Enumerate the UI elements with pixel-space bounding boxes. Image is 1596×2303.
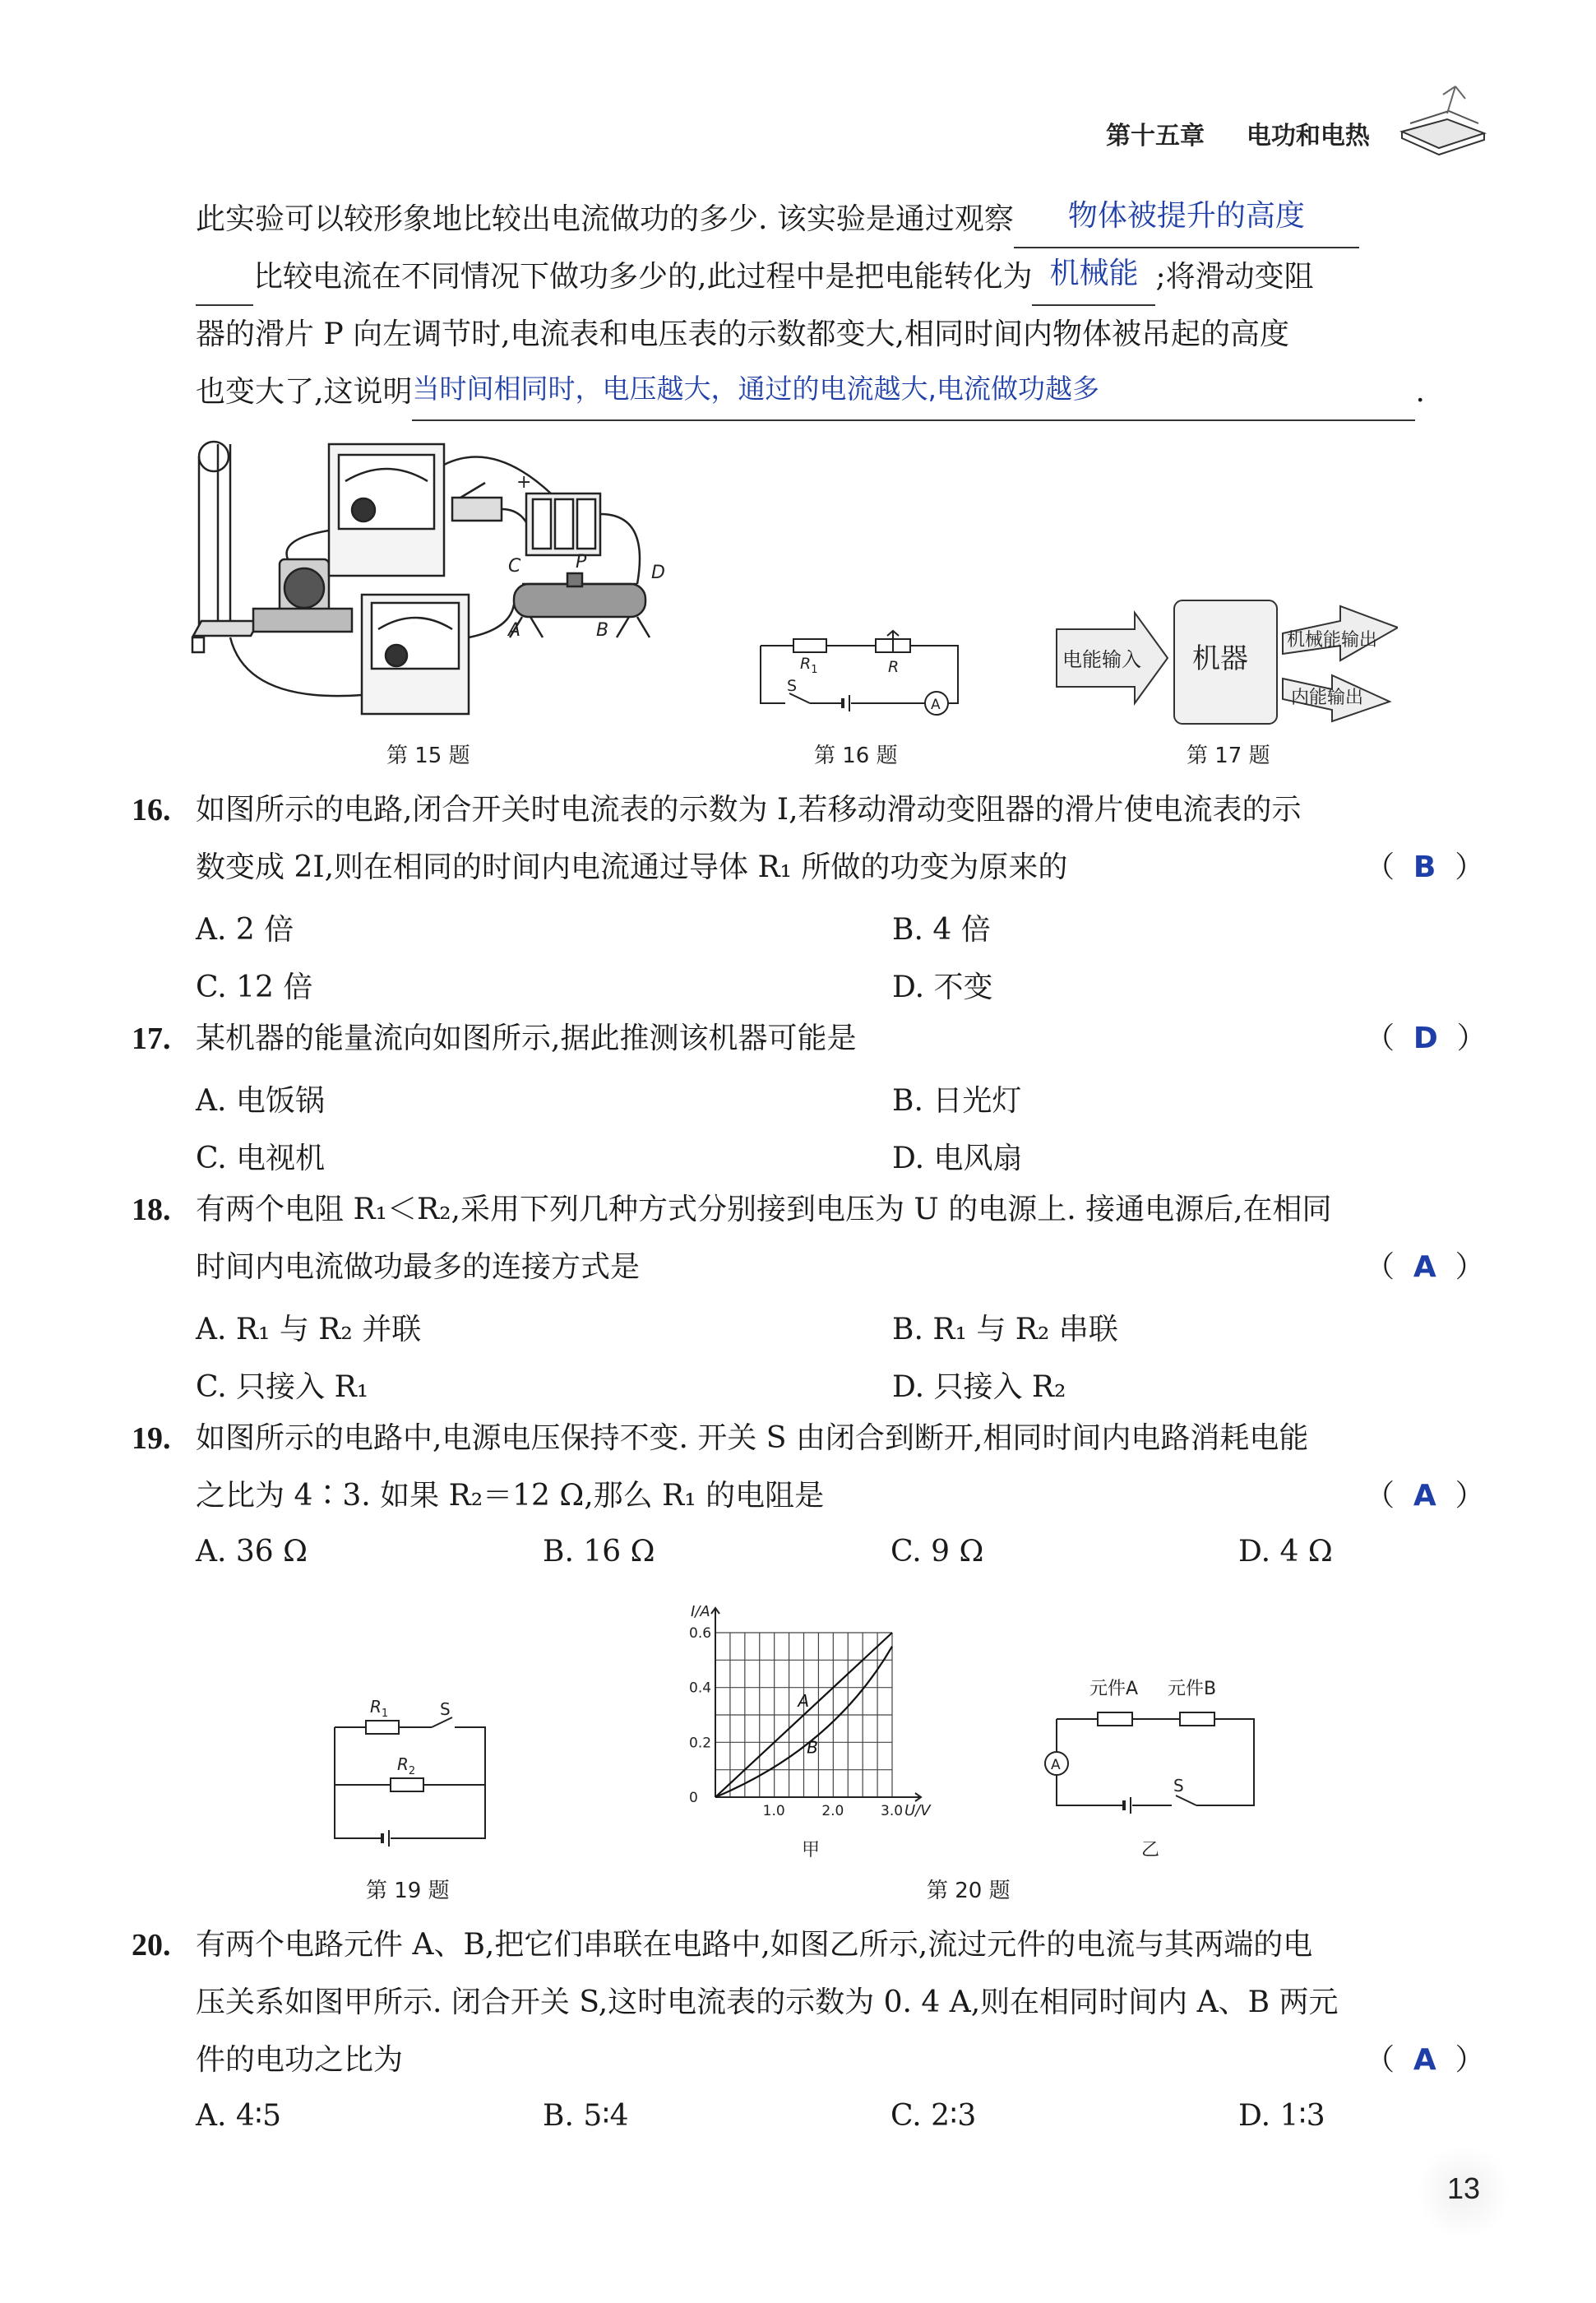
option-a: A. 电饭锅 (196, 1084, 325, 1118)
blank-3-value: 当时间相同时，电压越大，通过的电流越大,电流做功越多 (412, 373, 1099, 405)
fig19-label-R1-sub: 1 (381, 1708, 389, 1720)
answer-choice: B (1413, 850, 1436, 884)
answer-bracket: （ A ） (1365, 1479, 1485, 1513)
y-tick-label: 0 (689, 1790, 698, 1806)
chapter-title (1106, 115, 1370, 151)
answer-choice: A (1413, 2043, 1436, 2077)
fig19-label-R2: R (397, 1754, 409, 1774)
chapter-label: 第十五章 (1106, 122, 1205, 151)
figure-20-yi-circuit (1032, 1670, 1262, 1834)
answer-choice: D (1413, 1022, 1438, 1055)
fig17-input-label: 电能输入 (1062, 648, 1141, 671)
caption-16: 第 16 题 (814, 744, 898, 768)
option-a: A. 36 Ω (196, 1535, 308, 1569)
question-stem-line: 有两个电路元件 A、B,把它们串联在电路中,如图乙所示,流过元件的电流与其两端的电 (196, 1928, 1313, 1962)
option-c: C. 2∶3 (891, 2099, 977, 2133)
fig20-element-B-label: 元件B (1168, 1679, 1217, 1699)
fig19-label-R1: R (370, 1697, 382, 1717)
option-a: A. 2 倍 (196, 913, 294, 947)
y-axis-label: I/A (691, 1603, 710, 1620)
answer-bracket: （ A ） (1365, 2043, 1485, 2077)
fig15-label-P: P (576, 552, 587, 572)
option-d: D. 不变 (892, 971, 993, 1004)
y-tick-label: 0.6 (689, 1625, 712, 1642)
option-b: B. 5∶4 (543, 2099, 629, 2133)
answer-bracket: （ A ） (1365, 1250, 1485, 1284)
question-stem-line: 件的电功之比为 (196, 2043, 404, 2077)
series-label-b: B (807, 1737, 818, 1758)
option-a: A. 4∶5 (196, 2099, 282, 2133)
option-c: C. 9 Ω (891, 1535, 984, 1569)
intro-text-2a: 比较电流在不同情况下做功多少的,此过程中是把电能转化为 (253, 260, 1033, 294)
fig17-output-internal: 内能输出 (1291, 688, 1364, 708)
fig20-switch-label: S (1173, 1776, 1184, 1796)
y-tick-label: 0.4 (689, 1680, 712, 1697)
figure-17-energy-flow (1052, 555, 1398, 728)
svg-text:R2 (397, 1754, 415, 1777)
fig15-label-A: A (508, 620, 521, 641)
fig16-label-R1: R (800, 655, 812, 673)
svg-text:R1 (800, 655, 817, 676)
answer-blank-2 (1032, 257, 1155, 306)
option-d: D. 4 Ω (1238, 1535, 1333, 1569)
fig20-element-A-label: 元件A (1089, 1679, 1139, 1699)
option-b: B. 4 倍 (892, 913, 991, 947)
option-d: D. 1∶3 (1238, 2099, 1325, 2133)
question-stem-line: 时间内电流做功最多的连接方式是 (196, 1250, 641, 1284)
question-number: 19. (132, 1421, 171, 1456)
answer-choice: A (1413, 1479, 1436, 1513)
series-label-a: A (798, 1691, 810, 1711)
option-a: A. R₁ 与 R₂ 并联 (196, 1313, 422, 1346)
x-tick-label: 1.0 (762, 1803, 785, 1819)
question-stem-line: 如图所示的电路,闭合开关时电流表的示数为 I,若移动滑动变阻器的滑片使电流表的示 (196, 793, 1302, 827)
intro-line-1 (196, 191, 1359, 248)
fig19-label-R2-sub: 2 (408, 1765, 416, 1777)
fig20-ammeter-label: A (1051, 1757, 1061, 1773)
caption-19: 第 19 题 (366, 1879, 450, 1903)
question-number: 20. (132, 1928, 171, 1962)
answer-bracket: （ B ） (1365, 850, 1485, 884)
intro-text-4b: . (1415, 375, 1425, 409)
x-tick-label: 2.0 (821, 1803, 844, 1819)
figure-15-apparatus (181, 432, 674, 716)
fig17-output-mechanical: 机械能输出 (1287, 630, 1378, 651)
x-axis-label: U/V (904, 1802, 931, 1819)
fig15-label-B: B (596, 620, 609, 641)
answer-blank-3 (412, 373, 1415, 421)
intro-text-3: 器的滑片 P 向左调节时,电流表和电压表的示数都变大,相同时间内物体被吊起的高度 (196, 317, 1289, 351)
svg-text:R1 (370, 1697, 388, 1720)
fig20-yi-label: 乙 (1141, 1840, 1160, 1860)
fig15-label-C: C (508, 556, 521, 577)
question-stem-line: 数变成 2I,则在相同的时间内电流通过导体 R₁ 所做的功变为原来的 (196, 850, 1068, 884)
blank-1-value: 物体被提升的高度 (1067, 199, 1305, 233)
fig16-label-R: R (888, 658, 900, 676)
intro-line-2 (196, 248, 1314, 306)
page-number: 13 (1447, 2171, 1481, 2205)
intro-line-4 (196, 364, 1425, 421)
fig16-label-S: S (787, 677, 798, 695)
question-stem-line: 压关系如图甲所示. 闭合开关 S,这时电流表的示数为 0. 4 A,则在相同时间内 A、B 两元 (196, 1986, 1339, 2019)
answer-bracket: （ D ） (1365, 1022, 1487, 1055)
intro-text-2b: ;将滑动变阻 (1155, 260, 1314, 294)
fig16-label-R1-sub: 1 (811, 664, 818, 676)
intro-text-1: 此实验可以较形象地比较出电流做功的多少. 该实验是通过观察 (196, 202, 1014, 236)
question-stem-line: 某机器的能量流向如图所示,据此推测该机器可能是 (196, 1022, 857, 1055)
books-icon (1398, 74, 1488, 156)
fig15-label-D: D (651, 563, 665, 583)
figure-16-circuit (752, 629, 966, 732)
caption-17: 第 17 题 (1187, 744, 1270, 768)
intro-text-4a: 也变大了,这说明 (196, 375, 413, 409)
figure-20-iu-chart (674, 1587, 954, 1826)
fig17-machine-label: 机器 (1192, 642, 1248, 675)
answer-choice: A (1413, 1250, 1436, 1284)
option-b: B. 日光灯 (892, 1084, 1022, 1118)
question-number: 18. (132, 1193, 171, 1227)
question-number: 16. (132, 793, 171, 827)
caption-20: 第 20 题 (927, 1879, 1011, 1903)
option-b: B. R₁ 与 R₂ 串联 (892, 1313, 1118, 1346)
figure-19-circuit (325, 1694, 497, 1851)
section-label: 电功和电热 (1246, 122, 1370, 151)
option-b: B. 16 Ω (543, 1535, 655, 1569)
fig16-ammeter-label: A (931, 697, 941, 713)
question-stem-line: 有两个电阻 R₁＜R₂,采用下列几种方式分别接到电压为 U 的电源上. 接通电源后,在相同 (196, 1193, 1332, 1226)
option-c: C. 12 倍 (196, 971, 313, 1004)
question-number: 17. (132, 1022, 171, 1056)
fig19-label-S: S (440, 1699, 451, 1719)
option-d: D. 电风扇 (892, 1142, 1023, 1175)
question-stem-line: 之比为 4∶3. 如果 R₂＝12 Ω,那么 R₁ 的电阻是 (196, 1479, 825, 1513)
fig20-jia-label: 甲 (802, 1840, 821, 1860)
option-c: C. 只接入 R₁ (196, 1370, 369, 1404)
intro-line-3 (196, 306, 1289, 364)
fig15-label-plus: + (516, 472, 532, 493)
option-d: D. 只接入 R₂ (892, 1370, 1066, 1404)
blank-2-value: 机械能 (1049, 257, 1139, 290)
answer-blank-1 (1014, 199, 1359, 248)
x-tick-label: 3.0 (881, 1803, 904, 1819)
question-stem-line: 如图所示的电路中,电源电压保持不变. 开关 S 由闭合到断开,相同时间内电路消耗电能 (196, 1421, 1309, 1455)
y-tick-label: 0.2 (689, 1735, 712, 1752)
option-c: C. 电视机 (196, 1142, 326, 1175)
caption-15: 第 15 题 (386, 744, 470, 768)
